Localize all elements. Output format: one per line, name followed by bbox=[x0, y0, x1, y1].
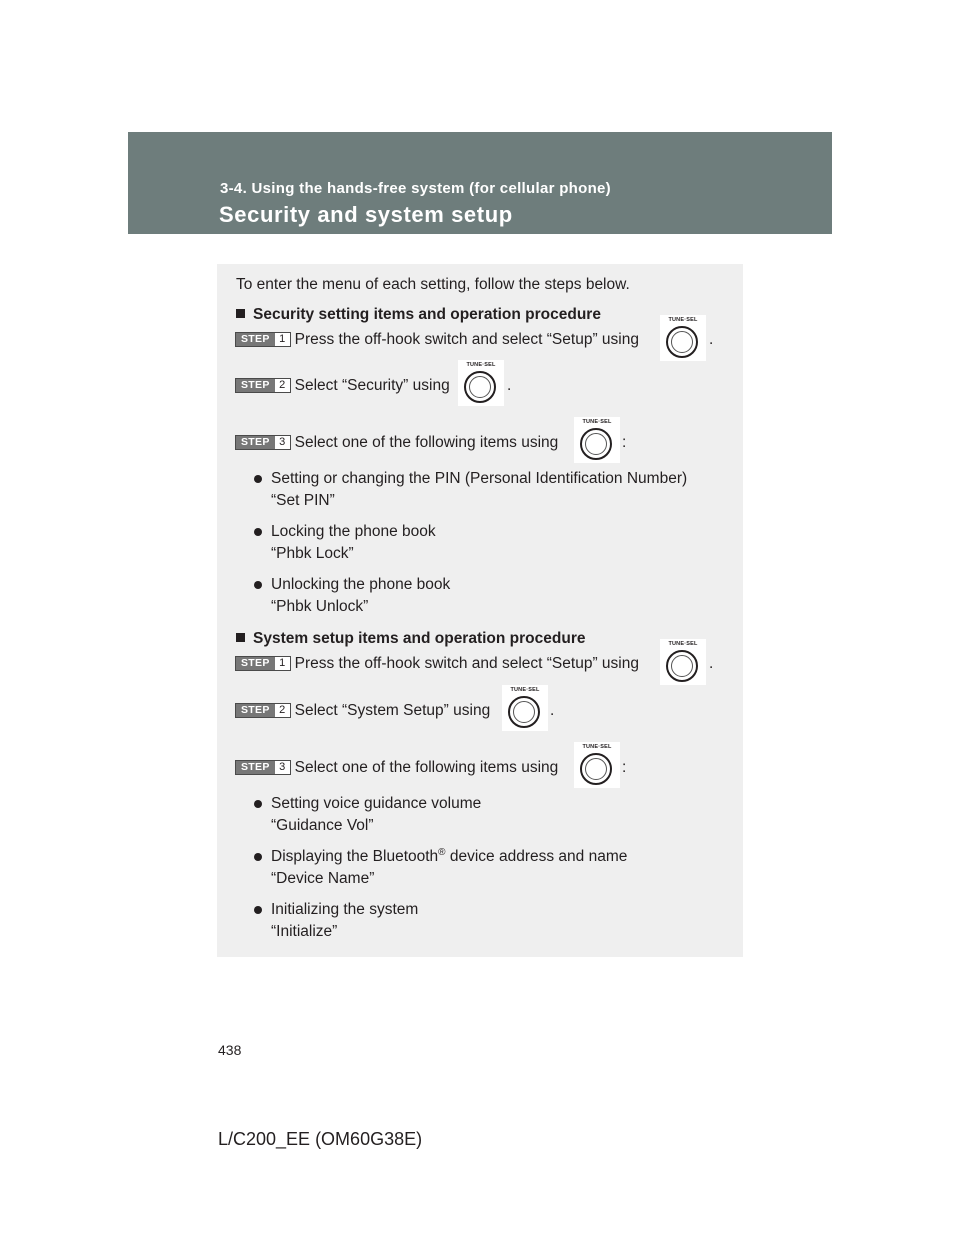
page-number: 438 bbox=[218, 1042, 242, 1058]
bullet-dot-icon bbox=[254, 906, 262, 914]
bullet-dot-icon bbox=[254, 475, 262, 483]
intro-text: To enter the menu of each setting, follow the steps below. bbox=[236, 276, 630, 293]
step-text: Select “System Setup” using bbox=[294, 701, 491, 719]
step-badge: STEP 1 bbox=[235, 656, 291, 671]
bullet-dot-icon bbox=[254, 800, 262, 808]
header-band bbox=[128, 132, 832, 234]
system-step-1 bbox=[235, 656, 639, 671]
security-step-2 bbox=[235, 378, 450, 393]
tune-sel-knob-icon: TUNE·SEL bbox=[660, 639, 706, 685]
step-badge: STEP 3 bbox=[235, 435, 291, 450]
content-box bbox=[217, 264, 743, 957]
list-item: Displaying the Bluetooth® device address and name “Device Name” bbox=[271, 846, 627, 890]
step-text: Select one of the following items using bbox=[294, 433, 559, 451]
system-step-3 bbox=[235, 760, 558, 775]
list-item: Setting voice guidance volume “Guidance Vol” bbox=[271, 793, 481, 837]
step-end-punct: . bbox=[709, 655, 714, 672]
step-badge: STEP 2 bbox=[235, 378, 291, 393]
step-badge: STEP 1 bbox=[235, 332, 291, 347]
step-end-punct: : bbox=[622, 759, 627, 776]
list-item: Unlocking the phone book “Phbk Unlock” bbox=[271, 574, 450, 618]
step-end-punct: . bbox=[550, 702, 555, 719]
step-badge: STEP 2 bbox=[235, 703, 291, 718]
system-heading: System setup items and operation procedure bbox=[236, 629, 585, 649]
tune-sel-knob-icon: TUNE·SEL bbox=[502, 685, 548, 731]
step-badge: STEP 3 bbox=[235, 760, 291, 775]
security-step-1 bbox=[235, 332, 639, 347]
page-title: Security and system setup bbox=[219, 202, 513, 227]
tune-sel-knob-icon: TUNE·SEL bbox=[458, 360, 504, 406]
list-item: Initializing the system “Initialize” bbox=[271, 899, 418, 943]
security-heading: Security setting items and operation procedure bbox=[236, 305, 601, 325]
step-text: Select one of the following items using bbox=[294, 758, 559, 776]
step-end-punct: : bbox=[622, 434, 627, 451]
step-text: Press the off-hook switch and select “Setup” using bbox=[294, 654, 639, 672]
square-bullet-icon bbox=[236, 633, 245, 642]
tune-sel-knob-icon: TUNE·SEL bbox=[574, 417, 620, 463]
list-item: Setting or changing the PIN (Personal Identification Number) “Set PIN” bbox=[271, 468, 687, 512]
system-step-2 bbox=[235, 703, 490, 718]
step-end-punct: . bbox=[709, 331, 714, 348]
step-end-punct: . bbox=[507, 377, 512, 394]
tune-sel-knob-icon: TUNE·SEL bbox=[574, 742, 620, 788]
list-item: Locking the phone book “Phbk Lock” bbox=[271, 521, 436, 565]
footer-code: L/C200_EE (OM60G38E) bbox=[218, 1129, 423, 1149]
square-bullet-icon bbox=[236, 309, 245, 318]
bullet-dot-icon bbox=[254, 853, 262, 861]
bullet-dot-icon bbox=[254, 581, 262, 589]
security-step-3 bbox=[235, 435, 558, 450]
step-text: Press the off-hook switch and select “Setup” using bbox=[294, 330, 639, 348]
step-text: Select “Security” using bbox=[294, 376, 450, 394]
tune-sel-knob-icon: TUNE·SEL bbox=[660, 315, 706, 361]
section-label: 3-4. Using the hands-free system (for cellular phone) bbox=[220, 180, 611, 197]
bullet-dot-icon bbox=[254, 528, 262, 536]
